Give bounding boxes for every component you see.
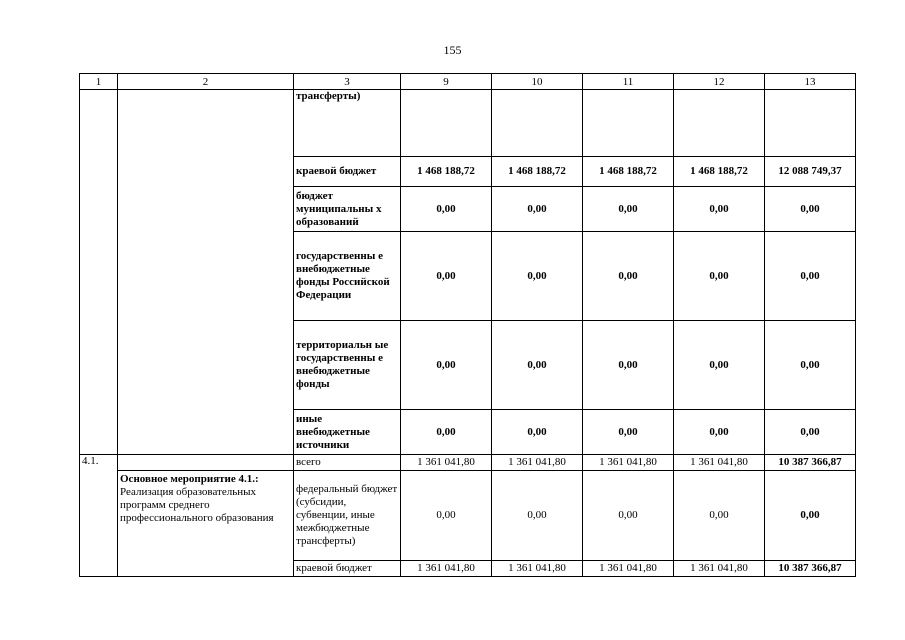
value-cell: 0,00 bbox=[765, 187, 856, 232]
activity-title-text: Реализация образовательных программ среднего профессионального образования bbox=[120, 486, 274, 524]
value-cell bbox=[674, 90, 765, 157]
value-cell: 1 468 188,72 bbox=[583, 157, 674, 187]
header-col-12: 12 bbox=[674, 74, 765, 90]
source-cell: краевой бюджет bbox=[294, 561, 401, 577]
value-cell: 0,00 bbox=[583, 410, 674, 455]
value-cell: 0,00 bbox=[492, 232, 583, 321]
value-cell: 0,00 bbox=[492, 321, 583, 410]
value-cell: 0,00 bbox=[401, 410, 492, 455]
header-col-10: 10 bbox=[492, 74, 583, 90]
value-cell bbox=[765, 90, 856, 157]
value-cell: 1 361 041,80 bbox=[492, 561, 583, 577]
header-row bbox=[80, 74, 856, 90]
header-col-2: 2 bbox=[118, 74, 294, 90]
header-col-1: 1 bbox=[80, 74, 118, 90]
value-cell: 1 361 041,80 bbox=[401, 455, 492, 471]
header-col-3: 3 bbox=[294, 74, 401, 90]
source-cell: иные внебюджетные источники bbox=[294, 410, 401, 455]
value-cell: 0,00 bbox=[583, 187, 674, 232]
activity-title-spacer bbox=[118, 455, 294, 471]
value-cell bbox=[583, 90, 674, 157]
value-cell: 1 361 041,80 bbox=[674, 561, 765, 577]
value-cell: 10 387 366,87 bbox=[765, 455, 856, 471]
value-cell: 0,00 bbox=[492, 471, 583, 561]
value-cell: 0,00 bbox=[401, 321, 492, 410]
value-cell: 1 361 041,80 bbox=[583, 561, 674, 577]
value-cell: 0,00 bbox=[492, 410, 583, 455]
empty-title-cell bbox=[118, 90, 294, 455]
value-cell: 1 468 188,72 bbox=[492, 157, 583, 187]
value-cell: 0,00 bbox=[401, 187, 492, 232]
value-cell: 0,00 bbox=[765, 232, 856, 321]
value-cell: 1 468 188,72 bbox=[401, 157, 492, 187]
value-cell: 0,00 bbox=[492, 187, 583, 232]
empty-number-cell bbox=[80, 90, 118, 455]
value-cell: 0,00 bbox=[674, 187, 765, 232]
source-cell: краевой бюджет bbox=[294, 157, 401, 187]
value-cell: 1 361 041,80 bbox=[492, 455, 583, 471]
value-cell: 1 361 041,80 bbox=[674, 455, 765, 471]
value-cell: 1 361 041,80 bbox=[401, 561, 492, 577]
table-row bbox=[80, 471, 856, 561]
activity-number: 4.1. bbox=[80, 455, 118, 577]
activity-title-bold: Основное мероприятие 4.1.: bbox=[120, 473, 259, 485]
source-cell: государственны е внебюджетные фонды Российской Федерации bbox=[294, 232, 401, 321]
budget-table bbox=[79, 73, 856, 577]
source-cell: трансферты) bbox=[294, 90, 401, 157]
value-cell: 0,00 bbox=[674, 321, 765, 410]
source-cell: федеральный бюджет (субсидии, субвенции, иные межбюджетные трансферты) bbox=[294, 471, 401, 561]
source-cell: всего bbox=[294, 455, 401, 471]
value-cell: 0,00 bbox=[674, 410, 765, 455]
activity-title bbox=[118, 471, 294, 577]
source-cell: территориальн ые государственны е внебюджетные фонды bbox=[294, 321, 401, 410]
value-cell: 0,00 bbox=[674, 471, 765, 561]
value-cell: 12 088 749,37 bbox=[765, 157, 856, 187]
page-number: 155 bbox=[443, 43, 462, 57]
value-cell bbox=[492, 90, 583, 157]
value-cell: 0,00 bbox=[583, 471, 674, 561]
header-col-9: 9 bbox=[401, 74, 492, 90]
value-cell: 0,00 bbox=[401, 471, 492, 561]
value-cell: 10 387 366,87 bbox=[765, 561, 856, 577]
source-cell: бюджет муниципальны х образований bbox=[294, 187, 401, 232]
value-cell: 0,00 bbox=[401, 232, 492, 321]
table-row bbox=[80, 90, 856, 157]
value-cell: 0,00 bbox=[674, 232, 765, 321]
value-cell: 0,00 bbox=[765, 471, 856, 561]
header-col-13: 13 bbox=[765, 74, 856, 90]
table-row bbox=[80, 455, 856, 471]
value-cell: 0,00 bbox=[583, 321, 674, 410]
value-cell: 1 468 188,72 bbox=[674, 157, 765, 187]
header-col-11: 11 bbox=[583, 74, 674, 90]
value-cell: 0,00 bbox=[583, 232, 674, 321]
value-cell: 0,00 bbox=[765, 410, 856, 455]
value-cell: 0,00 bbox=[765, 321, 856, 410]
value-cell: 1 361 041,80 bbox=[583, 455, 674, 471]
value-cell bbox=[401, 90, 492, 157]
